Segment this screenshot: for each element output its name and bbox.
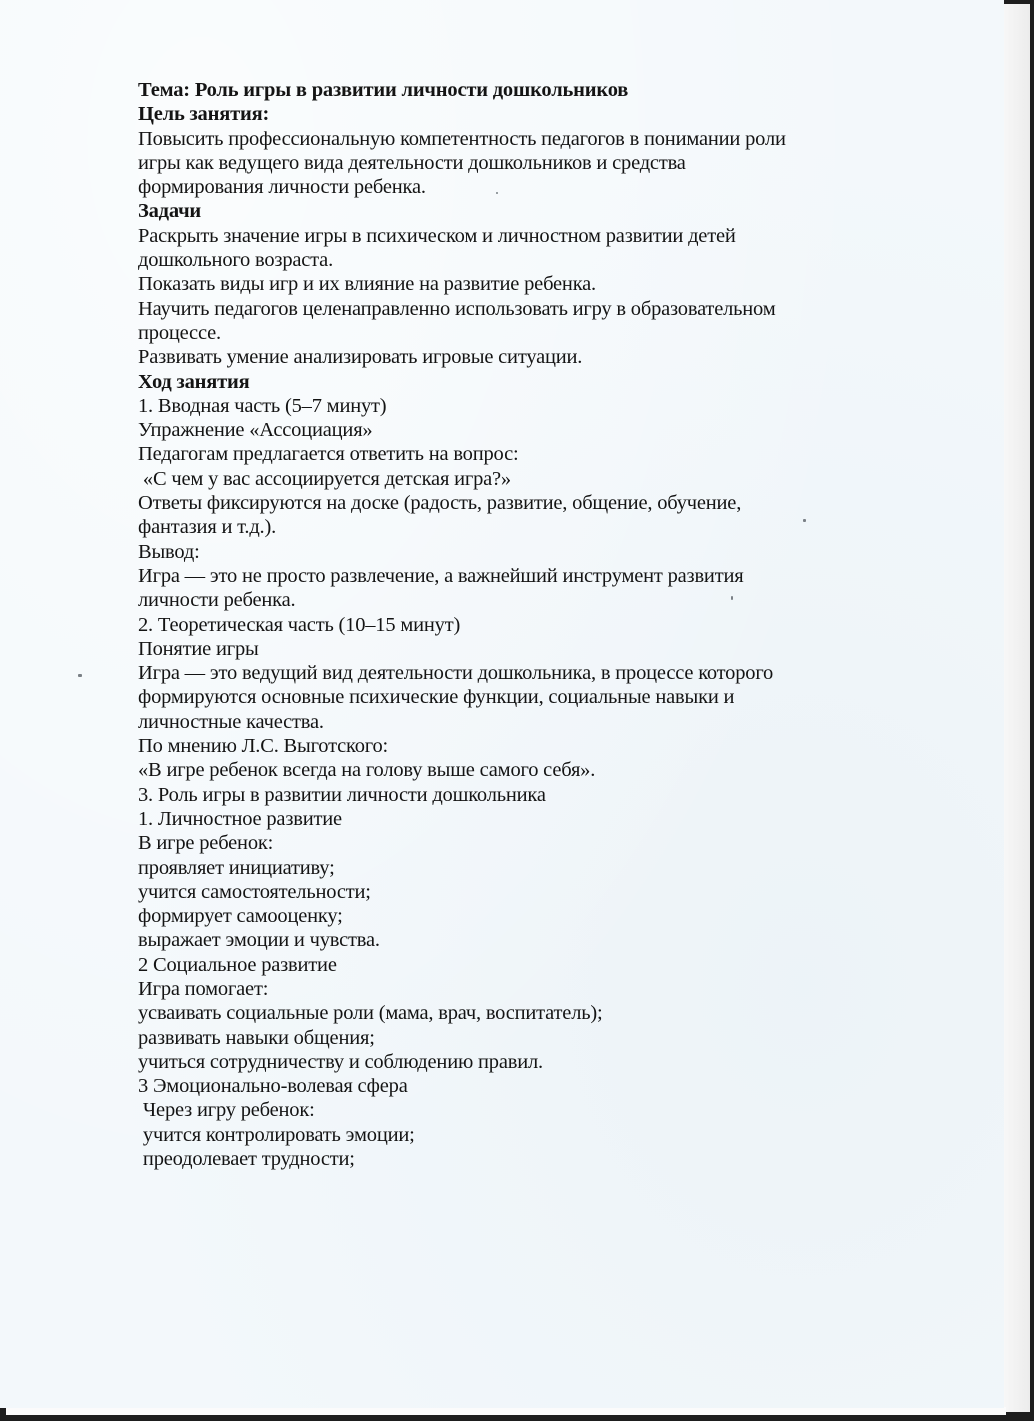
- scanner-edge-right: [1004, 4, 1030, 1412]
- text-line: усваивать социальные роли (мама, врач, воспитатель);: [138, 1002, 603, 1025]
- text-line: личности ребенка.: [138, 589, 296, 612]
- heading-tasks: Задачи: [138, 200, 202, 223]
- scanner-edge-bottom: [6, 1407, 1006, 1415]
- text-line: дошкольного возраста.: [138, 249, 334, 272]
- subsection-emotional-heading: 3 Эмоционально-волевая сфера: [138, 1075, 408, 1098]
- text-line: учится самостоятельности;: [138, 880, 371, 903]
- text-line: учиться сотрудничеству и соблюдению правил.: [138, 1050, 543, 1073]
- text-line: игры как ведущего вида деятельности дошкольников и средства: [138, 151, 686, 174]
- text-line: Понятие игры: [138, 637, 259, 660]
- text-line: Через игру ребенок:: [138, 1099, 315, 1122]
- heading-course: Ход занятия: [138, 370, 250, 393]
- text-line: Вывод:: [138, 540, 200, 563]
- heading-goal: Цель занятия:: [138, 103, 270, 126]
- scan-speck: [78, 674, 82, 677]
- subsection-social-heading: 2 Социальное развитие: [138, 953, 337, 976]
- text-line: Повысить профессиональную компетентность педагогов в понимании роли: [138, 127, 786, 150]
- text-line: В игре ребенок:: [138, 832, 274, 855]
- text-line: развивать навыки общения;: [138, 1026, 375, 1049]
- text-line: формирует самооценку;: [138, 905, 343, 928]
- text-line: процессе.: [138, 321, 221, 344]
- text-line: Развивать умение анализировать игровые ситуации.: [138, 346, 583, 369]
- text-line: Игра — это ведущий вид деятельности дошкольника, в процессе которого: [138, 662, 774, 685]
- document-body: [138, 78, 938, 1171]
- text-line: Раскрыть значение игры в психическом и личностном развитии детей: [138, 224, 736, 247]
- text-line: По мнению Л.С. Выготского:: [138, 735, 388, 758]
- text-line: Упражнение «Ассоциация»: [138, 419, 373, 442]
- text-line: преодолевает трудности;: [138, 1148, 355, 1171]
- text-line: учится контролировать эмоции;: [138, 1123, 415, 1146]
- document-title: Тема: Роль игры в развитии личности дошкольников: [138, 79, 629, 101]
- text-line: Игра — это не просто развлечение, а важнейший инструмент развития: [138, 564, 744, 587]
- text-line: Показать виды игр и их влияние на развитие ребенка.: [138, 273, 596, 296]
- text-line: «В игре ребенок всегда на голову выше самого себя».: [138, 759, 596, 782]
- text-line: Педагогам предлагается ответить на вопрос:: [138, 443, 519, 466]
- text-line: личностные качества.: [138, 710, 324, 733]
- text-line: Игра помогает:: [138, 977, 269, 1000]
- text-line: формируются основные психические функции, социальные навыки и: [138, 686, 735, 709]
- section-role-heading: 3. Роль игры в развитии личности дошкольника: [138, 783, 546, 806]
- subsection-personal-heading: 1. Личностное развитие: [138, 807, 342, 830]
- text-line: Ответы фиксируются на доске (радость, развитие, общение, обучение,: [138, 492, 742, 515]
- text-line: формирования личности ребенка.: [138, 176, 426, 199]
- section-theory-heading: 2. Теоретическая часть (10–15 минут): [138, 613, 461, 636]
- text-line: фантазия и т.д.).: [138, 516, 277, 539]
- text-line: проявляет инициативу;: [138, 856, 335, 879]
- section-intro-heading: 1. Вводная часть (5–7 минут): [138, 394, 387, 417]
- text-line: «С чем у вас ассоциируется детская игра?»: [138, 467, 511, 490]
- text-line: Научить педагогов целенаправленно использовать игру в образовательном: [138, 297, 776, 320]
- text-line: выражает эмоции и чувства.: [138, 929, 380, 952]
